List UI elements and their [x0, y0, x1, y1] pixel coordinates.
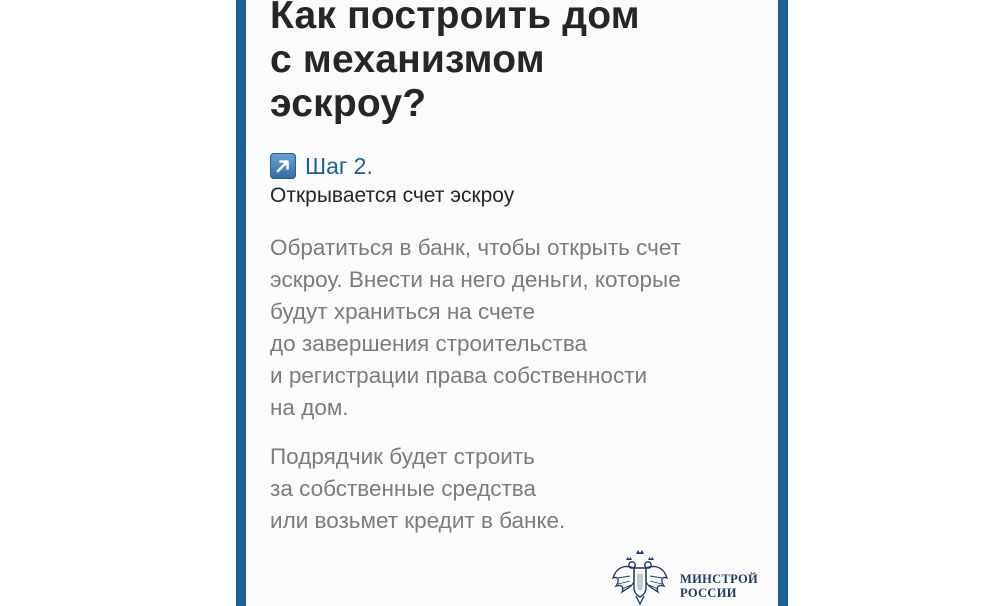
right-border-stripe: [778, 0, 788, 606]
left-border-stripe: [236, 0, 246, 606]
title-line: с механизмом: [270, 38, 545, 81]
minstroy-logo: [610, 548, 770, 606]
title-line: Как построить дом: [270, 0, 640, 37]
coat-of-arms-emblem: [610, 548, 670, 606]
paragraph-line: эскроу. Внести на него деньги, которые: [270, 267, 681, 292]
paragraph-line: на дом.: [270, 395, 349, 420]
step-label: Шаг 2.: [305, 152, 373, 179]
arrow-up-right-icon: [270, 153, 296, 179]
step-header: [270, 152, 373, 180]
title-line: эскроу?: [270, 82, 427, 125]
paragraph-line: Обратиться в банк, чтобы открыть счет: [270, 235, 681, 260]
paragraph-line: и регистрации права собственности: [270, 363, 648, 388]
paragraph-1: [270, 232, 681, 424]
paragraph-line: или возьмет кредит в банке.: [270, 508, 566, 533]
paragraph-line: до завершения строительства: [270, 331, 588, 356]
logo-line: МИНСТРОЙ: [680, 572, 759, 586]
paragraph-line: за собственные средства: [270, 476, 536, 501]
paragraph-line: Подрядчик будет строить: [270, 444, 535, 469]
step-subtitle: Открывается счет эскроу: [270, 184, 515, 207]
logo-line: РОССИИ: [680, 586, 737, 600]
paragraph-line: будут храниться на счете: [270, 299, 536, 324]
logo-text: [680, 572, 758, 600]
paragraph-2: [270, 441, 565, 537]
page-title: [270, 0, 750, 126]
